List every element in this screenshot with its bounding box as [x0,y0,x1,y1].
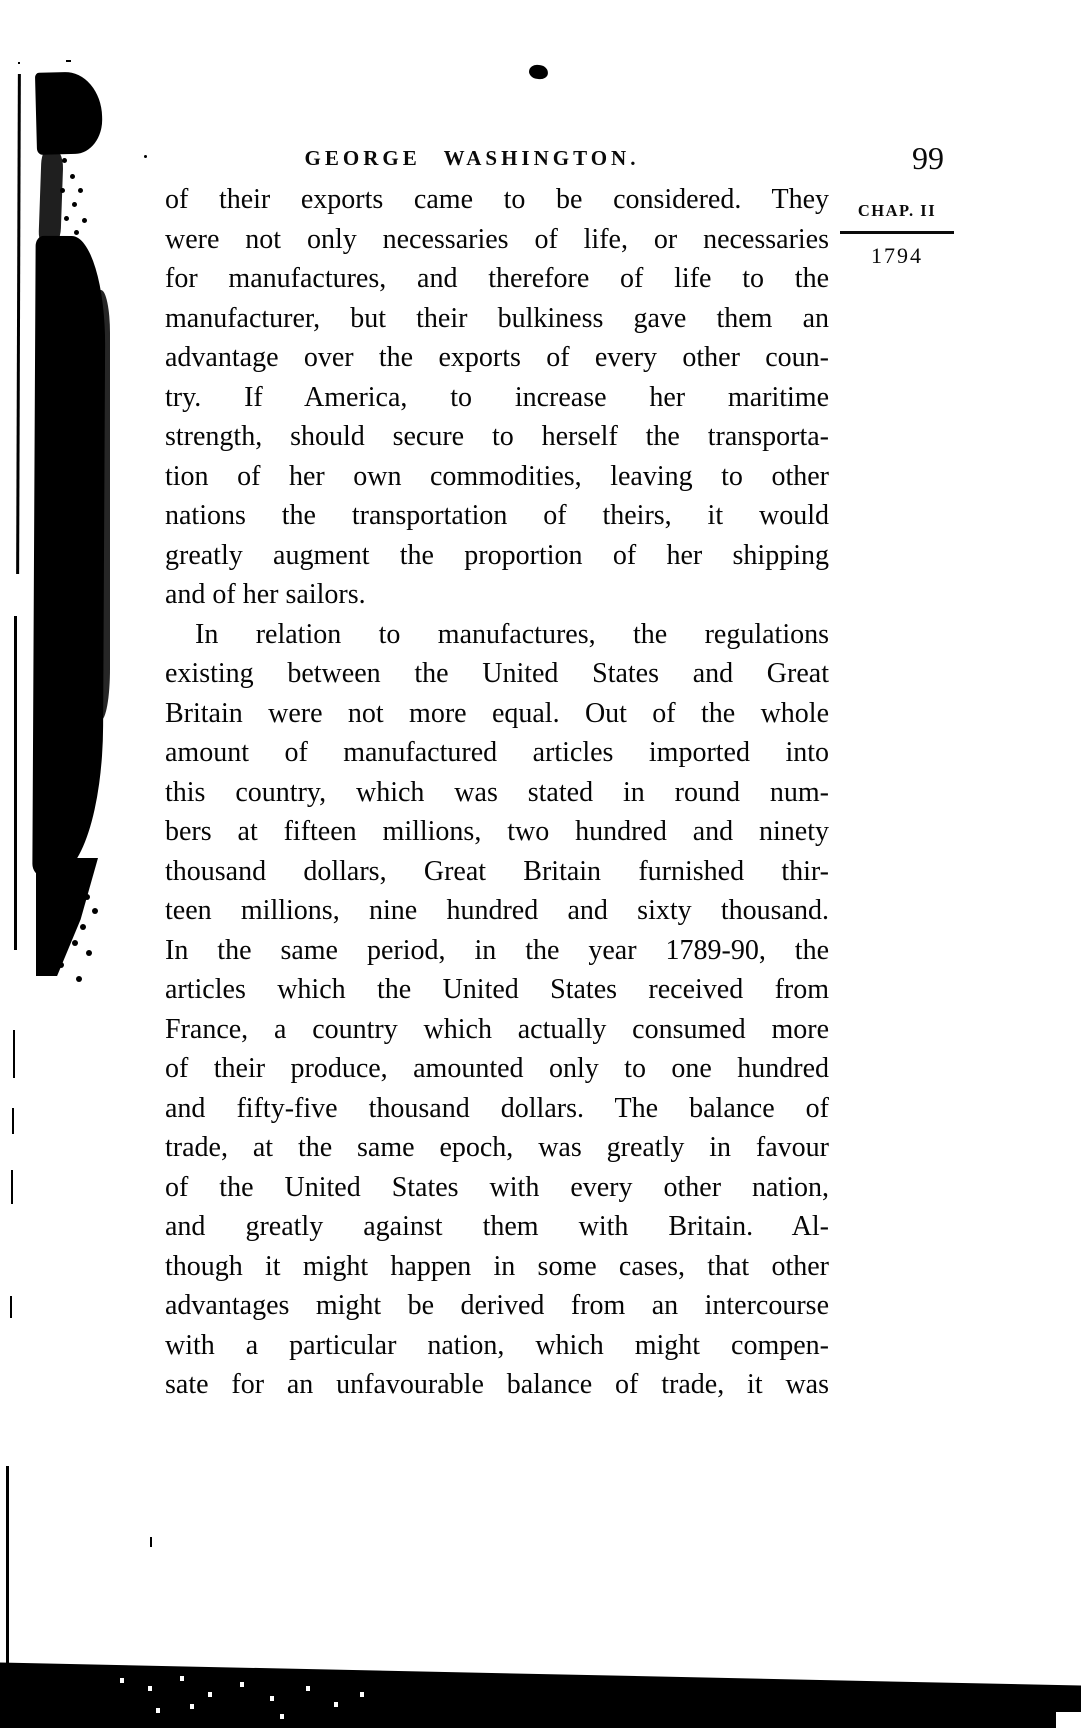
ink-speck [150,1537,152,1547]
text-line: strength, should secure to herself the transporta- [165,421,829,452]
chapter-label: CHAP. II [857,201,937,220]
page-body [165,180,829,1405]
gutter-dash [10,1296,12,1318]
text-line: trade, at the same epoch, was greatly in favour [165,1132,829,1163]
text-line: teen millions, nine hundred and sixty thousand. [165,895,829,926]
text-line: advantage over the exports of every other coun- [165,342,829,373]
scan-smudge-fringe [92,290,110,720]
scan-speckle [62,158,67,163]
gutter-line [14,616,17,950]
gutter-dash [11,1170,13,1204]
text-line: articles which the United States received from [165,974,829,1005]
text-line: In relation to manufactures, the regulations [195,618,829,650]
scan-speckle [70,880,76,886]
gutter-line [6,1466,9,1668]
text-line: and fifty-five thousand dollars. The balance of [165,1092,829,1124]
text-line: amount of manufactured articles imported into [165,737,829,768]
scan-band-corner [1056,1712,1081,1728]
ink-speck [18,62,20,64]
text-line: existing between the United States and Great [165,658,829,689]
gutter-dash [13,1030,15,1078]
paragraph-2 [165,615,829,1405]
text-line: tion of her own commodities, leaving to other [165,460,829,492]
scan-band-bottom [0,1662,1081,1728]
text-line: and of her sailors. [165,579,366,610]
text-line: Britain were not more equal. Out of the whole [165,697,829,729]
scan-smudge-top [35,71,103,155]
text-line: France, a country which actually consumed more [165,1013,829,1045]
scan-smudge-strip [38,146,64,249]
margin-note-rule [840,231,954,234]
text-line: and greatly against them with Britain. Al- [165,1211,829,1242]
text-line: of their produce, amounted only to one hundred [165,1053,829,1084]
text-line: In the same period, in the year 1789-90, the [165,934,829,966]
text-line: manufacturer, but their bulkiness gave them an [165,302,829,334]
text-line: of the United States with every other nation, [165,1171,829,1203]
text-line: were not only necessaries of life, or necessaries [165,223,829,255]
page-number: 99 [912,140,944,176]
text-line: this country, which was stated in round num- [165,776,829,808]
text-line: sate for an unfavourable balance of trade, it was [165,1369,829,1400]
ink-blot-icon [528,64,548,80]
text-line: for manufactures, and therefore of life to the [165,263,829,294]
text-line: bers at fifteen millions, two hundred and ninety [165,816,829,847]
year-label: 1794 [871,243,923,268]
ink-speck [66,60,71,62]
margin-note [838,201,956,269]
text-line: thousand dollars, Great Britain furnished thir- [165,855,829,887]
text-line: nations the transportation of theirs, it would [165,500,829,531]
gutter-dash [12,1108,14,1134]
scan-smudge-taper [36,858,98,976]
text-line: greatly augment the proportion of her shipping [165,539,829,571]
text-line: advantages might be derived from an intercourse [165,1290,829,1321]
text-line: try. If America, to increase her maritime [165,381,829,413]
gutter-line [16,74,21,574]
scan-band-speckle [120,1678,124,1683]
text-line: though it might happen in some cases, that other [165,1250,829,1282]
running-header: GEORGE WASHINGTON. [304,146,640,170]
text-line: with a particular nation, which might compen- [165,1329,829,1361]
paragraph-1 [165,180,829,615]
text-line: of their exports came to be considered. They [165,184,829,215]
